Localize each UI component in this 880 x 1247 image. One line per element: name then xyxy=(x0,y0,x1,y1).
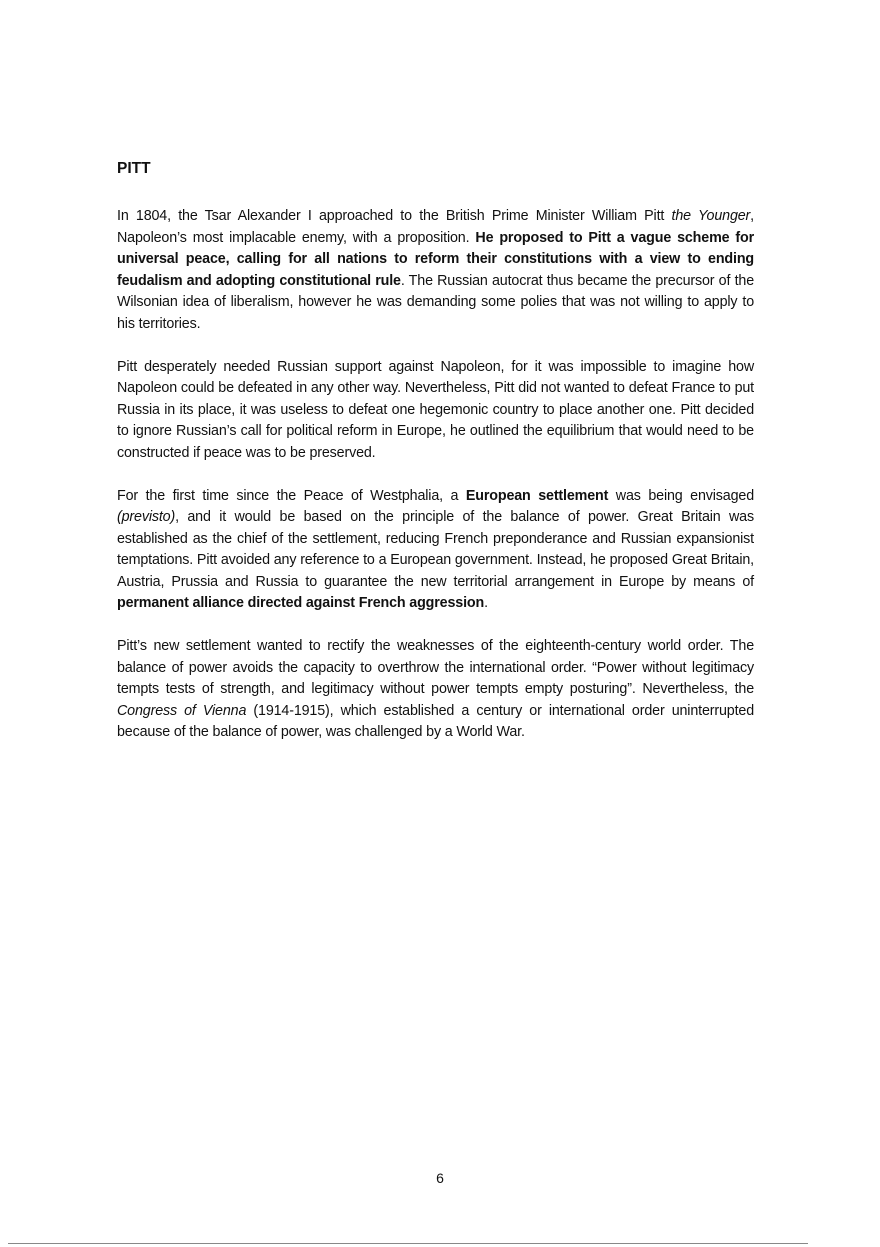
section-heading: PITT xyxy=(117,160,151,177)
text-run: was being envisaged xyxy=(608,487,754,504)
italic-text: the Younger xyxy=(671,208,751,224)
text-run: Pitt desperately needed Russian support against Napoleon, for it was impossible to imagine how Napoleon could be defeated in any other way. Nevertheless, Pitt did not wanted to defeat France to put Russia in its place, it was useless to defeat one hegemonic country to place another one. Pitt decided to ignore Russian’s call for political reform in Europe, he outlined the equilibrium that would need to be constructed if peace was to be preserved. xyxy=(117,358,754,461)
bold-text: He proposed to Pitt a vague scheme for universal peace, calling for all nations to reform their constitutions with a view to ending feudalism and adopting constitutional rule xyxy=(117,229,754,289)
paragraph xyxy=(117,486,754,615)
page-number: 6 xyxy=(436,1170,444,1186)
italic-text: Congress of Vienna xyxy=(117,702,247,719)
paragraph xyxy=(117,357,754,465)
text-run: , and it would be based on the principle of the balance of power. Great Britain was established as the chief of the settlement, reducing French preponderance and Russian expansionist temptations. Pitt avoided any reference to a European government. Instead, he proposed Great Britain, Austria, Prussia and Russia to guarantee the new territorial arrangement in Europe by means of xyxy=(117,509,754,590)
page-bottom-divider xyxy=(8,1243,808,1244)
bold-text: permanent alliance directed against French aggression xyxy=(117,595,485,611)
text-run: For the first time since the Peace of Westphalia, a xyxy=(117,487,466,504)
text-run: (1914-1915), which established a century or international order uninterrupted because of the balance of power, was challenged by a World War. xyxy=(117,702,754,740)
text-run: Pitt’s new settlement wanted to rectify the weaknesses of the eighteenth-century world order. The balance of power avoids the capacity to overthrow the international order. “Power without legitimacy tempts tests of strength, and legitimacy without power tempts empty posturing”. Nevertheless, the xyxy=(117,638,754,697)
text-run: . The Russian autocrat thus became the precursor of the Wilsonian idea of liberalism, however he was demanding some polies that was not willing to apply to his territories. xyxy=(117,272,754,332)
italic-text: (previsto) xyxy=(117,509,176,525)
text-run: , Napoleon’s most implacable enemy, with a proposition. xyxy=(117,208,754,246)
paragraph xyxy=(117,206,754,335)
paragraph xyxy=(117,636,754,744)
text-run: . xyxy=(484,595,488,611)
text-run: In 1804, the Tsar Alexander I approached to the British Prime Minister William Pitt xyxy=(117,208,672,224)
document-body xyxy=(117,206,754,765)
bold-text: European settlement xyxy=(465,487,609,504)
